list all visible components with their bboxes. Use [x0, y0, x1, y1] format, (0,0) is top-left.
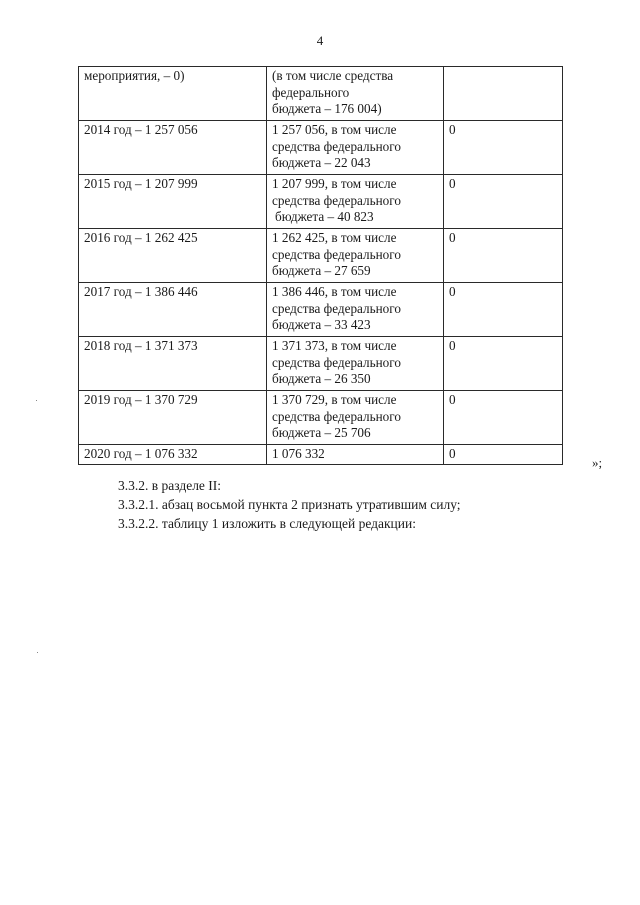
cell-text: 1 386 446, в том числе: [272, 284, 397, 299]
closing-quote: »;: [592, 455, 603, 470]
table-cell-period: [79, 445, 267, 465]
table-cell-period: [79, 391, 267, 445]
table-cell-extra: [444, 121, 563, 175]
cell-text: средства федерального: [272, 246, 401, 262]
cell-text: бюджета – 33 423: [272, 317, 371, 332]
cell-text: федерального: [272, 84, 350, 100]
table-cell-extra: [444, 67, 563, 121]
table-row: [79, 445, 563, 465]
table-cell-amount: [267, 121, 444, 175]
cell-text: 2014 год – 1 257 056: [84, 122, 198, 137]
table-row: [79, 175, 563, 229]
cell-text: средства федерального: [272, 408, 401, 424]
cell-text: 2020 год – 1 076 332: [84, 446, 198, 461]
funding-table: [78, 66, 563, 465]
table-cell-extra: [444, 229, 563, 283]
cell-text: 0: [449, 338, 456, 353]
table-cell-extra: [444, 175, 563, 229]
cell-text: 1 257 056, в том числе: [272, 122, 397, 137]
cell-text: средства федерального: [272, 192, 401, 208]
cell-text: средства федерального: [272, 354, 401, 370]
table-cell-extra: [444, 445, 563, 465]
table-cell-amount: [267, 445, 444, 465]
paragraph: 3.3.2.2. таблицу 1 изложить в следующей редакции:: [118, 516, 416, 531]
cell-text: (в том числе средства: [272, 68, 394, 83]
table-row: [79, 283, 563, 337]
cell-text: 0: [449, 176, 456, 191]
cell-text: бюджета – 176 004): [272, 101, 382, 116]
cell-text: 1 207 999, в том числе: [272, 176, 397, 191]
table-cell-amount: [267, 229, 444, 283]
cell-text: 0: [449, 284, 456, 299]
table-row: [79, 67, 563, 121]
table-cell-period: [79, 175, 267, 229]
table-cell-period: [79, 121, 267, 175]
cell-text: бюджета – 26 350: [272, 371, 371, 386]
table-cell-extra: [444, 283, 563, 337]
cell-text: 0: [449, 446, 456, 461]
cell-text: 2018 год – 1 371 373: [84, 338, 198, 353]
table-row: [79, 121, 563, 175]
table-cell-period: [79, 229, 267, 283]
cell-text: 2016 год – 1 262 425: [84, 230, 198, 245]
table-row: [79, 337, 563, 391]
table-row: [79, 391, 563, 445]
paragraph: 3.3.2.1. абзац восьмой пункта 2 признать утратившим силу;: [118, 497, 461, 512]
cell-text: 0: [449, 392, 456, 407]
page-number: 4: [316, 33, 324, 48]
table-cell-amount: [267, 67, 444, 121]
table-cell-amount: [267, 391, 444, 445]
table-row: [79, 229, 563, 283]
table-cell-amount: [267, 283, 444, 337]
cell-text: мероприятия, – 0): [84, 68, 185, 83]
cell-text: 2017 год – 1 386 446: [84, 284, 198, 299]
cell-text: 2015 год – 1 207 999: [84, 176, 198, 191]
cell-text: средства федерального: [272, 300, 401, 316]
table-cell-extra: [444, 391, 563, 445]
cell-text: 1 370 729, в том числе: [272, 392, 397, 407]
cell-text: бюджета – 25 706: [272, 425, 371, 440]
scan-speck: [37, 652, 38, 653]
scan-speck: [36, 400, 37, 401]
cell-text: бюджета – 40 823: [275, 209, 374, 224]
table-cell-period: [79, 283, 267, 337]
table-cell-amount: [267, 175, 444, 229]
paragraph: 3.3.2. в разделе II:: [118, 478, 222, 493]
table-cell-amount: [267, 337, 444, 391]
cell-text: 0: [449, 230, 456, 245]
cell-text: 1 371 373, в том числе: [272, 338, 397, 353]
table-cell-period: [79, 337, 267, 391]
cell-text: бюджета – 22 043: [272, 155, 371, 170]
cell-text: 0: [449, 122, 456, 137]
table-cell-extra: [444, 337, 563, 391]
cell-text: бюджета – 27 659: [272, 263, 371, 278]
cell-text: 1 262 425, в том числе: [272, 230, 397, 245]
cell-text: средства федерального: [272, 138, 401, 154]
cell-text: 2019 год – 1 370 729: [84, 392, 198, 407]
cell-text: 1 076 332: [272, 446, 325, 461]
table-cell-period: [79, 67, 267, 121]
